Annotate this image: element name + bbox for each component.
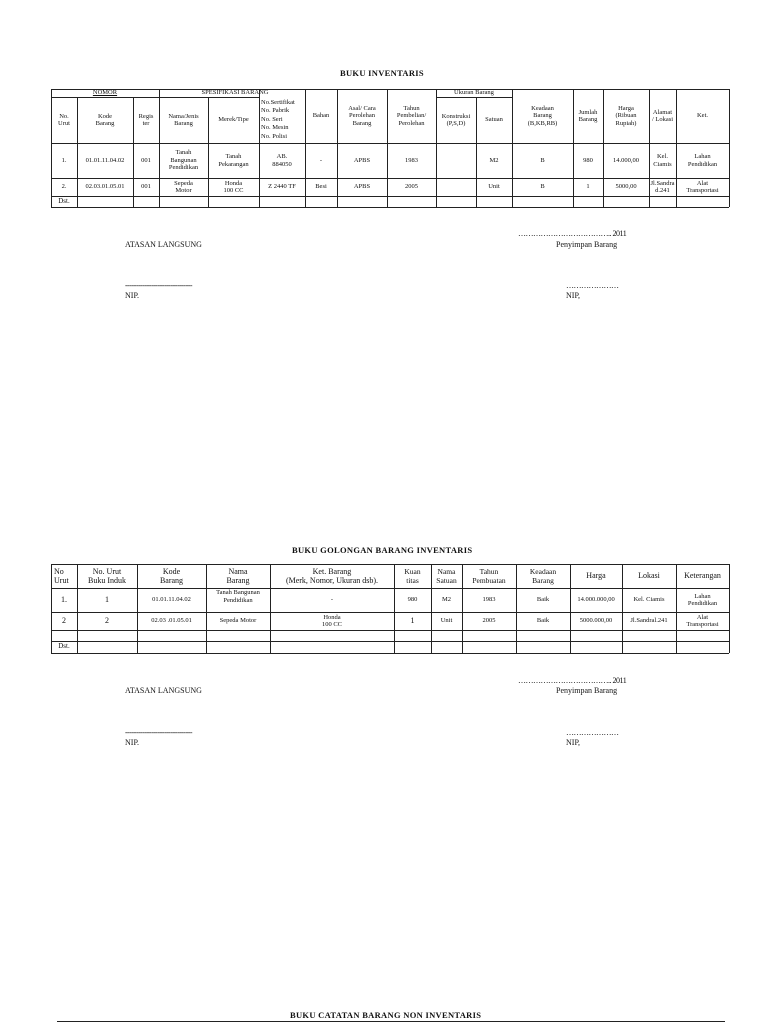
table-row-cell: Jl.Sandra d.241 bbox=[650, 179, 675, 194]
s1-dst: Dst. bbox=[58, 196, 70, 205]
table-row-cell: Tanah Bangunan Pendidikan bbox=[168, 149, 199, 172]
s2-h-kode: Kode Barang bbox=[159, 567, 184, 585]
s1-h-kons: Konstruksi (P,S,D) bbox=[441, 112, 471, 127]
s1-h-asal: Asal/ Cara Perolehan Barang bbox=[348, 104, 376, 127]
s2-h-keadaan: Keadaan Barang bbox=[529, 567, 557, 585]
s2-h-keterangan: Keterangan bbox=[684, 571, 721, 581]
table-row-cell: - bbox=[330, 596, 334, 604]
table-row-cell: 1983 bbox=[405, 156, 418, 164]
s2-nip-left: NIP. bbox=[125, 738, 140, 747]
table-row-cell: 2. bbox=[61, 183, 67, 191]
s1-date: ……………………………….. 2011 bbox=[518, 229, 627, 238]
table-row-cell: Besi bbox=[315, 183, 327, 191]
table-row-cell: 1 bbox=[586, 183, 590, 191]
s2-h-tahun: Tahun Pembuatan bbox=[472, 567, 506, 585]
table-row-cell: Lahan Pendidikan bbox=[687, 153, 718, 168]
table-row-cell: 1. bbox=[61, 156, 67, 164]
table-row-cell: 5000.000,00 bbox=[579, 617, 613, 625]
table-row-cell: 1 bbox=[410, 616, 415, 626]
s2-title: BUKU GOLONGAN BARANG INVENTARIS bbox=[292, 545, 473, 555]
table-row-cell: APBS bbox=[353, 183, 371, 191]
table-row-cell: Sepeda Motor bbox=[219, 617, 257, 625]
s1-h-merk: Merek/Tipe bbox=[218, 116, 249, 124]
table-row-cell: 001 bbox=[141, 183, 151, 191]
table-row-cell: Baik bbox=[536, 617, 550, 625]
table-row-cell: 980 bbox=[407, 596, 418, 604]
s2-nip-right: NIP, bbox=[566, 738, 581, 747]
table-row-cell: B bbox=[540, 156, 545, 164]
table-row-cell: 2005 bbox=[405, 183, 418, 191]
s1-h-kode: Kode Barang bbox=[95, 112, 115, 127]
s2-date: ……………………………….. 2011 bbox=[518, 676, 627, 685]
table-row-cell: 14.000.000,00 bbox=[577, 596, 615, 604]
table-row-cell: 2005 bbox=[482, 617, 496, 625]
s1-h-bahan: Bahan bbox=[312, 112, 330, 120]
table-row-cell: Tanah Pekarangan bbox=[218, 153, 249, 168]
table-row-cell: Kel. Ciamis bbox=[653, 153, 672, 168]
s1-h-nama: Nama/Jenis Barang bbox=[168, 112, 199, 127]
s2-penyimpan: Penyimpan Barang bbox=[556, 686, 618, 695]
table-row-cell: Baik bbox=[536, 596, 550, 604]
s1-h-reg: Regis ter bbox=[138, 112, 154, 127]
s2-h-lokasi: Lokasi bbox=[638, 571, 660, 581]
s1-h-no: No. Urut bbox=[58, 112, 70, 127]
s1-line-left: ------------------------------- bbox=[125, 281, 193, 290]
table-row-cell: Lahan Pendidikan bbox=[687, 592, 718, 607]
table-row-cell: Sepeda Motor bbox=[174, 179, 193, 194]
table-row-cell: Alat Transportasi bbox=[686, 613, 719, 628]
s2-h-no: No Urut bbox=[54, 567, 69, 585]
s1-grp-nomor: NOMOR bbox=[92, 89, 118, 97]
s3-title: BUKU CATATAN BARANG NON INVENTARIS bbox=[290, 1010, 482, 1020]
table-row-cell: Tanah Bangunan Pendidikan bbox=[216, 589, 260, 604]
s2-h-nama: Nama Barang bbox=[226, 567, 250, 585]
table-row-cell: APBS bbox=[353, 156, 371, 164]
table-row-cell: 02.03 .01.05.01 bbox=[151, 617, 192, 625]
s2-h-satuan: Nama Satuan bbox=[436, 567, 457, 585]
table-row-cell: 01.01.11.04.02 bbox=[85, 156, 125, 164]
s2-atasan: ATASAN LANGSUNG bbox=[125, 686, 202, 695]
s2-h-noinduk: No. Urut Buku Induk bbox=[88, 567, 126, 585]
table-row-cell: M2 bbox=[441, 596, 452, 604]
table-row-cell: - bbox=[319, 156, 323, 164]
table-row-cell: 1983 bbox=[482, 596, 496, 604]
s1-nip-right: NIP, bbox=[566, 291, 581, 300]
table-row-cell: 2 bbox=[62, 616, 66, 626]
table-row-cell: Kel. Ciamis bbox=[633, 596, 665, 604]
s1-line-right: ………………… bbox=[566, 281, 619, 290]
s1-grp-spes: SPESIFIKASI BARANG bbox=[201, 89, 269, 97]
s2-h-kuan: Kuan titas bbox=[404, 567, 421, 585]
s1-nip-left: NIP. bbox=[125, 291, 140, 300]
s2-line-right: ………………… bbox=[566, 728, 619, 737]
s1-grp-ukuran: Ukuran Barang bbox=[454, 89, 494, 97]
table-row-cell: AB. 884050 bbox=[272, 153, 292, 168]
table-row-cell: 01.01.11.04.02 bbox=[152, 596, 191, 604]
table-row-cell: Alat Transportasi bbox=[686, 179, 719, 194]
table-row-cell: Unit bbox=[440, 617, 453, 625]
s1-penyimpan: Penyimpan Barang bbox=[556, 240, 618, 249]
table-row-cell: 5000,00 bbox=[615, 183, 637, 191]
table-row-cell: 14.000,00 bbox=[613, 156, 639, 164]
table-row-cell: B bbox=[540, 183, 545, 191]
table-row-cell: Honda 100 CC bbox=[223, 179, 244, 194]
s1-h-nosert: No.Sertifikat No. Pabrik No. Seri No. Mesin No. Polisi bbox=[261, 98, 295, 140]
table-row-cell: 1. bbox=[61, 595, 67, 605]
table-row-cell: M2 bbox=[489, 156, 499, 164]
table-row-cell: Jl.Sandral.241 bbox=[630, 617, 668, 625]
table-row-cell: Honda 100 CC bbox=[321, 613, 343, 628]
table-row-cell: 2 bbox=[105, 616, 109, 626]
s2-line-left: ------------------------------- bbox=[125, 728, 193, 737]
s1-h-keadaan: Keadaan Barang (B,KB,RB) bbox=[527, 104, 558, 127]
s1-h-alamat: Alamat / Lokasi bbox=[651, 108, 674, 123]
s2-h-ket: Ket. Barang (Merk, Nomor, Ukuran dsb). bbox=[285, 567, 379, 585]
s2-dst: Dst. bbox=[58, 642, 70, 651]
s1-h-satuan: Satuan bbox=[485, 116, 503, 124]
table-row-cell: Z 2440 TF bbox=[268, 183, 296, 191]
s1-h-harga: Harga (Ribuan Rupiah) bbox=[615, 104, 637, 127]
s1-h-jumlah: Jumlah Barang bbox=[578, 108, 598, 123]
s1-h-tahun: Tahun Pembelian/ Perolehan bbox=[396, 104, 427, 127]
s1-atasan: ATASAN LANGSUNG bbox=[125, 240, 202, 249]
s1-title: BUKU INVENTARIS bbox=[340, 68, 424, 78]
table-row-cell: 001 bbox=[141, 156, 151, 164]
table-row-cell: 02.03.01.05.01 bbox=[85, 183, 125, 191]
table-row-cell: 980 bbox=[583, 156, 593, 164]
table-row-cell: Unit bbox=[488, 183, 500, 191]
table-row-cell: 1 bbox=[105, 595, 109, 605]
s1-h-ket: Ket. bbox=[696, 112, 708, 120]
s2-h-harga: Harga bbox=[586, 571, 606, 581]
